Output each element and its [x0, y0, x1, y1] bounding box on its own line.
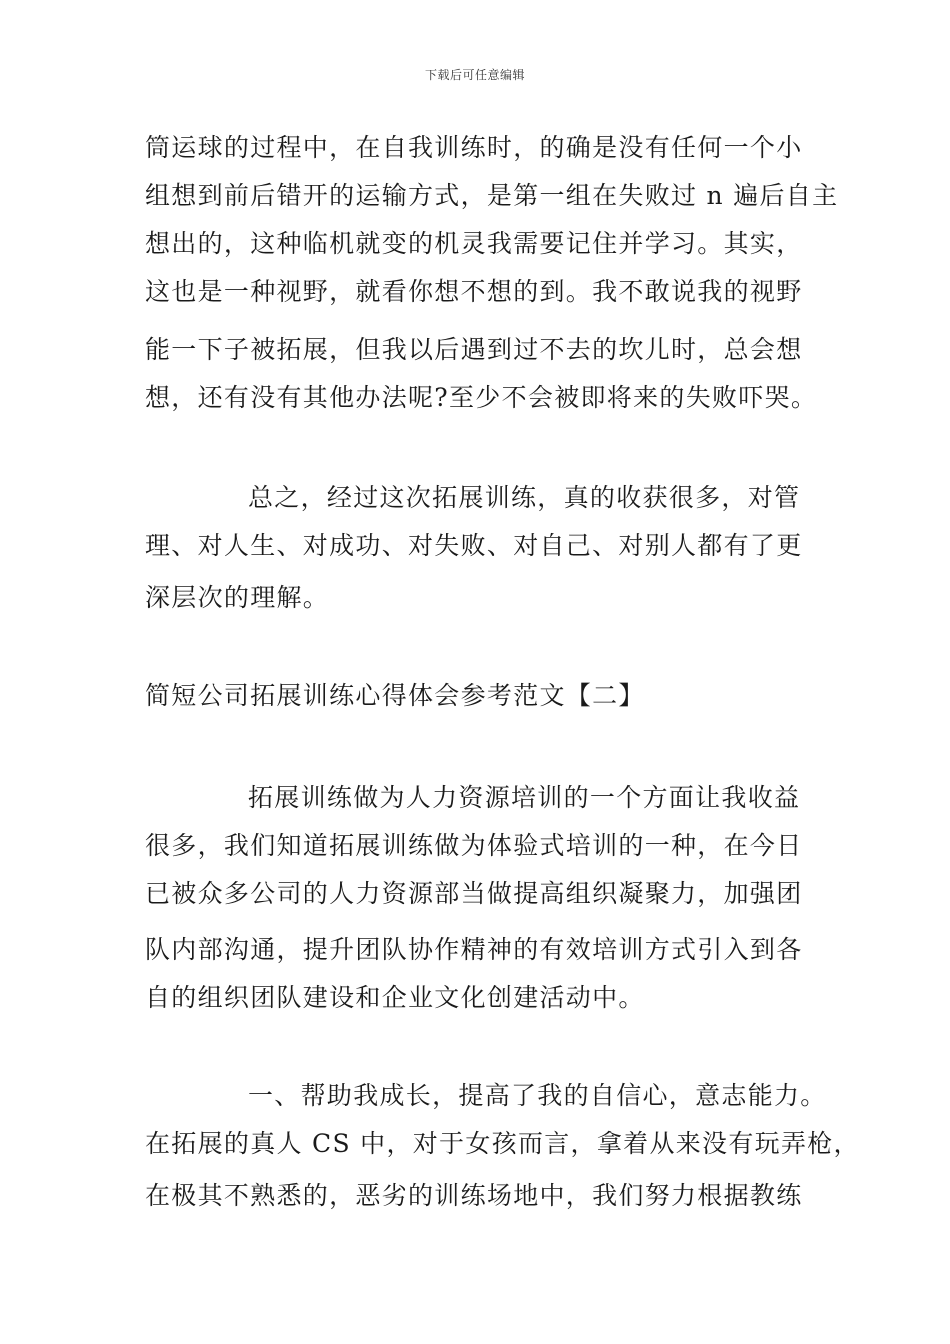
paragraph-line: 拓展训练做为人力资源培训的一个方面让我收益	[248, 783, 801, 812]
paragraph-line: 组想到前后错开的运输方式，是第一组在失败过 n 遍后自主	[145, 181, 839, 210]
paragraph-line: 深层次的理解。	[145, 583, 330, 612]
paragraph-line: 想出的，这种临机就变的机灵我需要记住并学习。其实，	[145, 229, 803, 258]
paragraph-line: 一、帮助我成长，提高了我的自信心，意志能力。	[248, 1081, 827, 1110]
page-header: 下载后可任意编辑	[424, 68, 525, 82]
paragraph-line: 想，还有没有其他办法呢?至少不会被即将来的失败吓哭。	[145, 383, 818, 412]
paragraph-line: 总之，经过这次拓展训练，真的收获很多，对管	[248, 483, 801, 512]
paragraph-line: 很多，我们知道拓展训练做为体验式培训的一种，在今日	[145, 831, 803, 860]
paragraph-line: 能一下子被拓展，但我以后遇到过不去的坎儿时，总会想	[145, 335, 803, 364]
paragraph-line: 在极其不熟悉的，恶劣的训练场地中，我们努力根据教练	[145, 1181, 803, 1210]
section-heading: 简短公司拓展训练心得体会参考范文【二】	[145, 681, 645, 710]
paragraph-line: 队内部沟通，提升团队协作精神的有效培训方式引入到各	[145, 935, 803, 964]
paragraph-line: 自的组织团队建设和企业文化创建活动中。	[145, 983, 645, 1012]
paragraph-line: 这也是一种视野，就看你想不想的到。我不敢说我的视野	[145, 277, 803, 306]
paragraph-line: 已被众多公司的人力资源部当做提高组织凝聚力，加强团	[145, 879, 803, 908]
paragraph-line: 筒运球的过程中，在自我训练时，的确是没有任何一个小	[145, 133, 803, 162]
paragraph-line: 在拓展的真人 CS 中，对于女孩而言，拿着从来没有玩弄枪，	[145, 1129, 860, 1158]
paragraph-line: 理、对人生、对成功、对失败、对自己、对别人都有了更	[145, 531, 803, 560]
